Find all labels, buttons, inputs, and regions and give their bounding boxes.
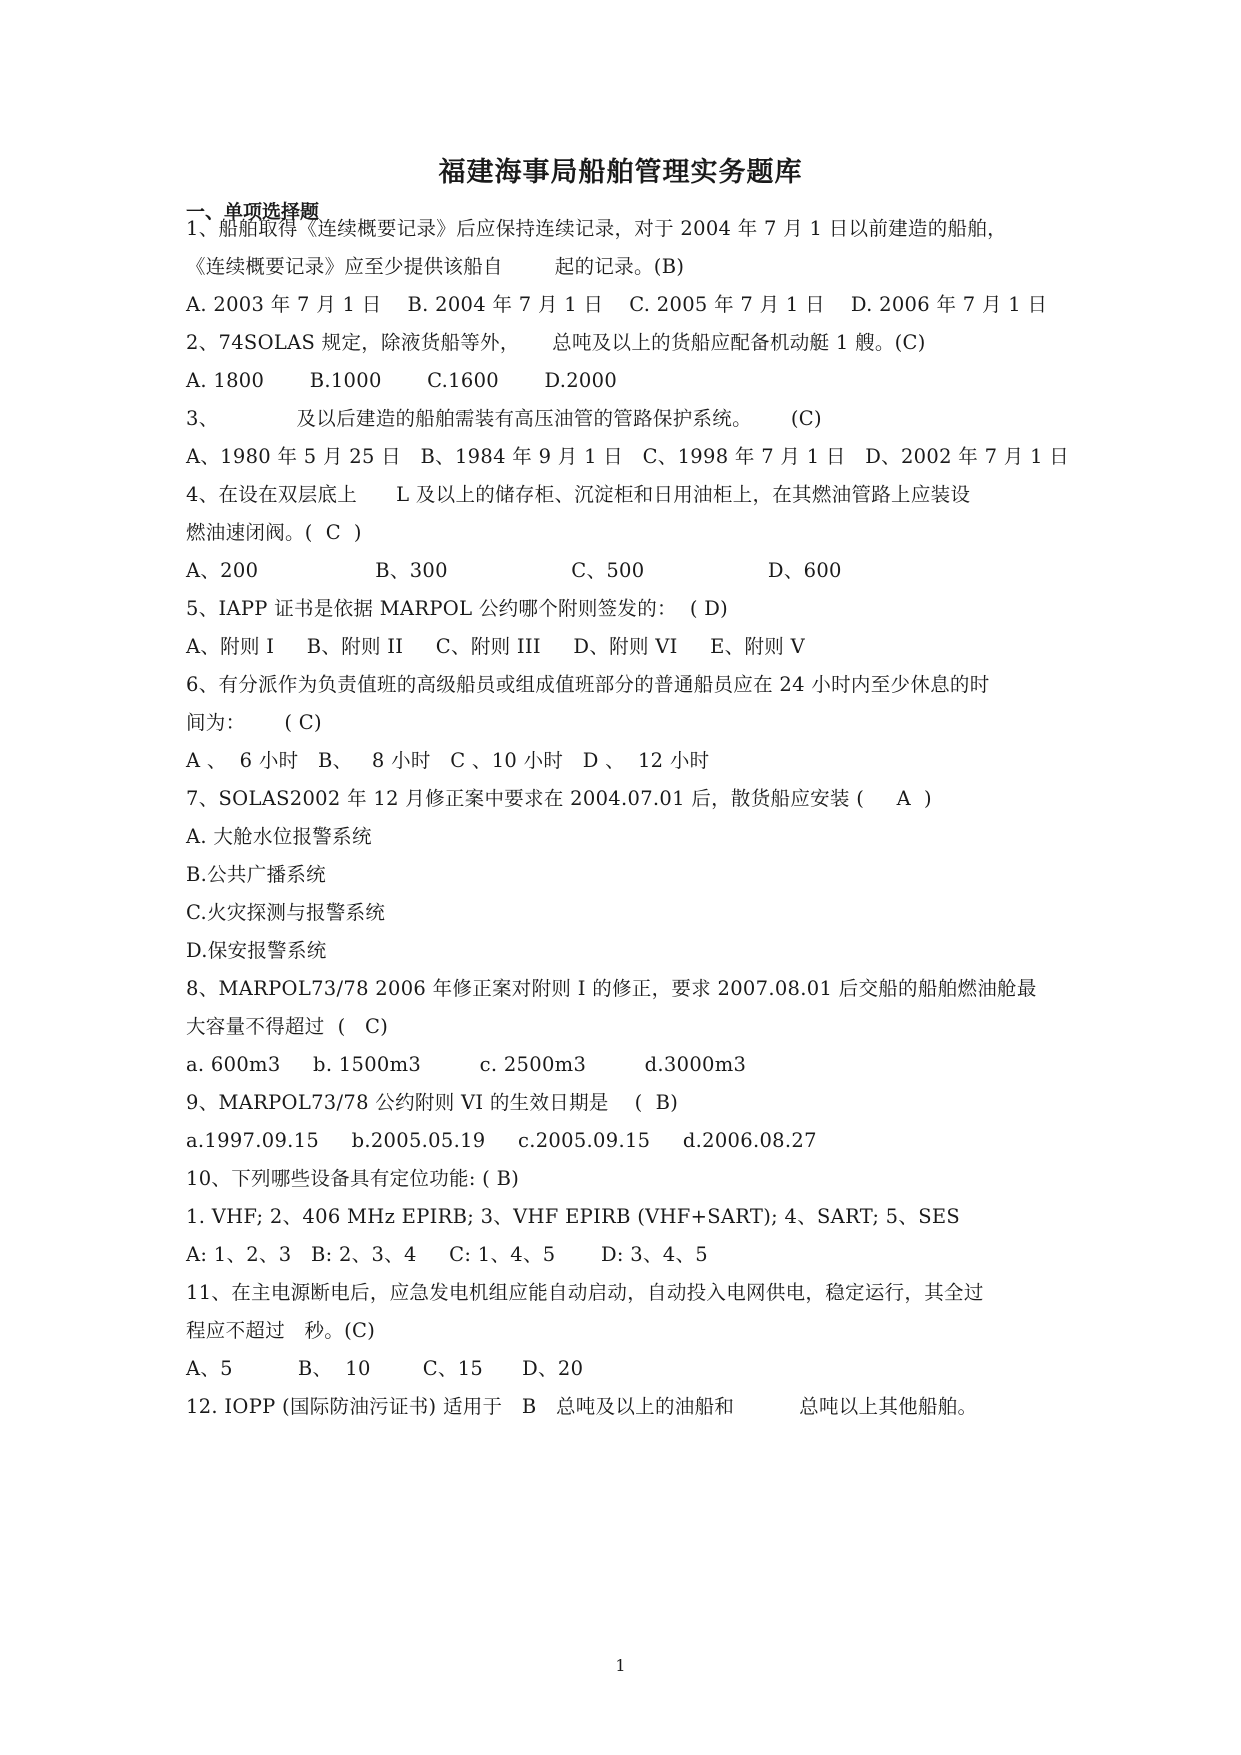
text-line: 大容量不得超过 ( C) — [186, 1015, 389, 1038]
text-line: 1、船舶取得《连续概要记录》后应保持连续记录，对于 2004 年 7 月 1 日以前建造的船舶， — [186, 217, 1007, 240]
text-line: a. 600m3 b. 1500m3 c. 2500m3 d.3000m3 — [186, 1053, 747, 1076]
text-line: a.1997.09.15 b.2005.05.19 c.2005.09.15 d.2006.08.27 — [186, 1129, 817, 1152]
text-line: C.火灾探测与报警系统 — [186, 901, 386, 924]
text-line: A: 1、2、3 B: 2、3、4 C: 1、4、5 D: 3、4、5 — [186, 1243, 708, 1266]
text-line: A、1980 年 5 月 25 日 B、1984 年 9 月 1 日 C、1998 年 7 月 1 日 D、2002 年 7 月 1 日 — [186, 445, 1070, 468]
text-line: 3、 及以后建造的船舶需装有高压油管的管路保护系统。 (C) — [186, 407, 822, 430]
text-line: D.保安报警系统 — [186, 939, 327, 962]
text-line: 间为： ( C) — [186, 711, 322, 734]
text-line: 《连续概要记录》应至少提供该船自 起的记录。(B) — [186, 255, 685, 278]
text-line: 5、IAPP 证书是依据 MARPOL 公约哪个附则签发的： ( D) — [186, 597, 729, 620]
page-number: 1 — [615, 1656, 626, 1675]
text-line: A 、 6 小时 B、 8 小时 C 、10 小时 D 、 12 小时 — [186, 749, 710, 772]
text-line: 6、有分派作为负责值班的高级船员或组成值班部分的普通船员应在 24 小时内至少休息的时 — [186, 673, 990, 696]
text-line: 8、MARPOL73/78 2006 年修正案对附则 I 的修正，要求 2007.08.01 后交船的船舶燃油舱最 — [186, 977, 1037, 1000]
text-line: 9、MARPOL73/78 公约附则 VI 的生效日期是 ( B) — [186, 1091, 679, 1114]
text-line: 2、74SOLAS 规定，除液货船等外， 总吨及以上的货船应配备机动艇 1 艘。(C) — [186, 331, 926, 354]
text-line: A、200 B、300 C、500 D、600 — [186, 559, 842, 582]
text-line: A. 大舱水位报警系统 — [186, 825, 372, 848]
text-line: 4、在设在双层底上 L 及以上的储存柜、沉淀柜和日用油柜上，在其燃油管路上应装设 — [186, 483, 971, 506]
text-line: 程应不超过 秒。(C) — [186, 1319, 376, 1342]
text-line: A、5 B、 10 C、15 D、20 — [186, 1357, 584, 1380]
text-line: A. 2003 年 7 月 1 日 B. 2004 年 7 月 1 日 C. 2005 年 7 月 1 日 D. 2006 年 7 月 1 日 — [186, 293, 1048, 316]
text-line: 燃油速闭阀。( C ) — [186, 521, 362, 544]
text-line: 7、SOLAS2002 年 12 月修正案中要求在 2004.07.01 后，散货船应安装 ( A ) — [186, 787, 932, 810]
document-title: 福建海事局船舶管理实务题库 — [438, 157, 803, 188]
text-line: 11、在主电源断电后，应急发电机组应能自动启动，自动投入电网供电，稳定运行，其全过 — [186, 1281, 984, 1304]
text-line: 10、下列哪些设备具有定位功能: ( B) — [186, 1167, 520, 1190]
text-line: A. 1800 B.1000 C.1600 D.2000 — [186, 369, 618, 392]
text-line: 1. VHF; 2、406 MHz EPIRB; 3、VHF EPIRB (VHF+SART); 4、SART; 5、SES — [186, 1205, 961, 1228]
text-line: 12. IOPP (国际防油污证书) 适用于 B 总吨及以上的油船和 总吨以上其他船舶。 — [186, 1395, 978, 1418]
text-line: A、附则 I B、附则 II C、附则 III D、附则 VI E、附则 V — [186, 635, 805, 658]
text-line: B.公共广播系统 — [186, 863, 326, 886]
section-heading: 一、单项选择题 — [186, 201, 320, 223]
